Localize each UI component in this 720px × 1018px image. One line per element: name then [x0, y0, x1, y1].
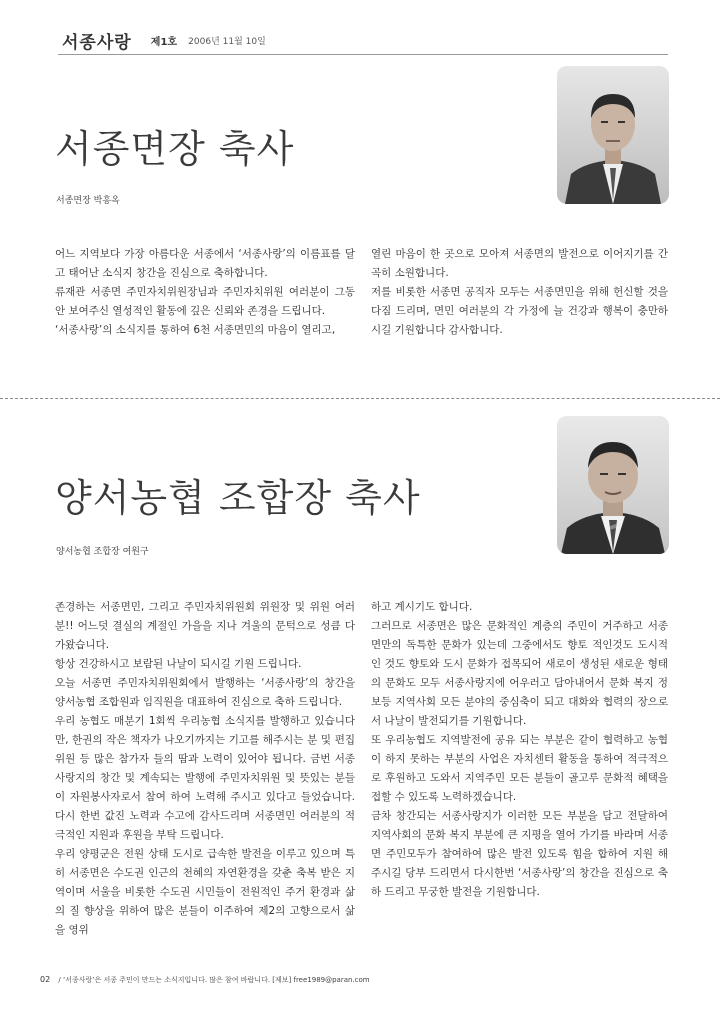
issue-date: 2006년 11월 10일 [188, 37, 266, 47]
article2-heading: 양서농협 조합장 축사 [55, 476, 421, 520]
masthead [62, 28, 322, 54]
paragraph: 하고 계시기도 합니다. [371, 601, 473, 613]
page-number: 02 [40, 975, 51, 984]
paragraph: 금차 창간되는 서종사랑지가 이러한 모든 부분을 담고 전달하여 지역사회의 문화 복지 부분에 큰 지평을 열어 가기를 바라며 서종면 주민모두가 참여하여 많은 발전 있도록 힘을 합하여 지원 해 주시길 당부 드리면서 다시한번 ‘서종사랑’의 창간을 진심으로 축하 드리고 무궁한 발전을 기원합니다. [371, 810, 668, 898]
portrait-photo-1 [557, 66, 669, 204]
article2-left-column [55, 598, 355, 940]
paragraph: 류재관 서종면 주민자치위원장님과 주민자치위원 여러분이 그동안 보여주신 열성적인 활동에 깊은 신뢰와 존경을 드립니다. [55, 286, 355, 317]
footer-text: / ‘서종사랑’은 서종 주민이 만드는 소식지입니다. 많은 참여 바랍니다. [제보] free1989@paran.com [58, 976, 370, 984]
issue-number: 제1호 [150, 37, 178, 48]
page-footer [40, 975, 680, 989]
paragraph: 저를 비롯한 서종면 공직자 모두는 서종면민을 위해 헌신할 것을 다짐 드리며, 면민 여러분의 각 가정에 늘 건강과 행복이 충만하시길 기원합니다 감사합니다. [371, 286, 668, 336]
paragraph: 우리 농협도 매분기 1회씩 우리농협 소식지를 발행하고 있습니다만, 한권의 작은 책자가 나오기까지는 기고를 해주시는 분 및 편집위원 등 많은 참가자 들의 땀과 노력이 있어야 됩니다. 금번 서종사랑지의 창간 및 계속되는 발행에 주민자치위원 및 뜻있는 분들이 자원봉사자로서 참여 하여 노력해 주시고 있다고 들었습니다. 다시 한번 값진 노력과 수고에 감사드리며 서종면민 여러분의 적극적인 지원과 후원을 부탁 드립니다. [55, 715, 355, 841]
paragraph: 우리 양평군은 전원 상태 도시로 급속한 발전을 이루고 있으며 특히 서종면은 수도권 인근의 천혜의 자연환경을 갖춘 축복 받은 지역이며 서울을 비롯한 수도권 시민들이 전원적인 주거 환경과 삶의 질 향상을 위하여 많은 분들이 이주하여 제2의 고향으로서 삶을 영위 [55, 848, 355, 936]
paragraph: 어느 지역보다 가장 아름다운 서종에서 ‘서종사랑’의 이름표를 달고 태어난 소식지 창간을 진심으로 축하합니다. [55, 248, 355, 279]
portrait-photo-2 [557, 416, 669, 554]
paragraph: 또 우리농협도 지역발전에 공유 되는 부분은 같이 협력하고 농협이 하지 못하는 부분의 사업은 자치센터 활동을 통하여 적극적으로 후원하고 도와서 지역주민 모든 분들이 골고루 문화적 혜택을 접할 수 있도록 노력하겠습니다. [371, 734, 668, 803]
paragraph: 열린 마음이 한 곳으로 모아져 서종면의 발전으로 이어지기를 간곡히 소원합니다. [371, 248, 668, 279]
paragraph: 그러므로 서종면은 많은 문화적인 계층의 주민이 거주하고 서종면만의 독특한 문화가 있는데 그중에서도 향토 적인것도 도시적인 것도 향토와 도시 문화가 접목되어 새로이 생성된 새로운 형태의 문화도 모두 서종사랑지에 어우러고 담아내어서 문화 복지 정보등 지역사회 모든 분야의 중심축이 되고 대화와 협력의 장으로서 나날이 발전되기를 기원합니다. [371, 620, 668, 727]
paragraph: 존경하는 서종면민, 그리고 주민자치위원회 위원장 및 위원 여러분!! 어느덧 결실의 계절인 가을을 지나 겨울의 문턱으로 성큼 다가왔습니다. [55, 601, 355, 651]
section-divider [0, 398, 720, 399]
article1-byline: 서종면장 박흥옥 [56, 196, 120, 206]
article2-byline: 양서농협 조합장 여원구 [56, 547, 149, 557]
paragraph: ‘서종사랑’의 소식지를 통하여 6천 서종면민의 마음이 열리고, [55, 324, 336, 336]
paragraph: 항상 건강하시고 보람된 나날이 되시길 기원 드립니다. [55, 658, 302, 670]
masthead-title: 서종사랑 [62, 33, 132, 53]
masthead-rule [58, 54, 668, 55]
article1-right-column [371, 245, 668, 340]
article2-right-column [371, 598, 668, 902]
article1-left-column [55, 245, 355, 340]
paragraph: 오늘 서종면 주민자치위원회에서 발행하는 ‘서종사랑’의 창간을 양서농협 조합원과 임직원을 대표하여 진심으로 축하 드립니다. [55, 677, 355, 708]
article1-heading: 서종면장 축사 [55, 127, 295, 171]
